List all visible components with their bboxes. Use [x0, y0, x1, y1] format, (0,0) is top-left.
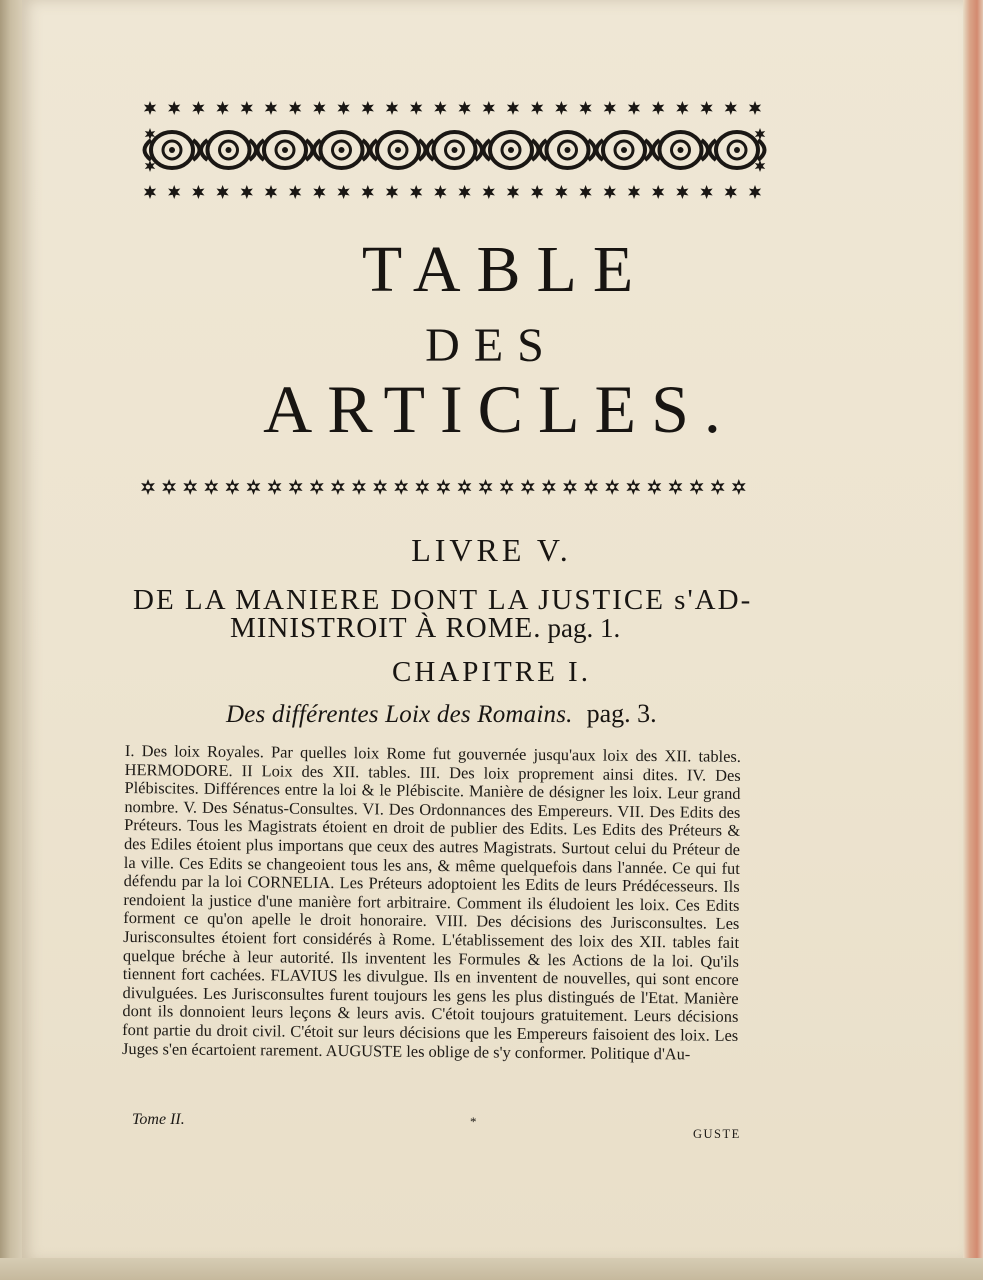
star-ornament	[192, 101, 204, 115]
rosette-center	[715, 485, 720, 490]
star-ornament	[749, 185, 761, 199]
rosette-center	[336, 485, 341, 490]
rosette-center	[737, 485, 742, 490]
ornament-rule	[138, 470, 750, 504]
rosette-center	[188, 485, 193, 490]
star-ornament	[507, 185, 519, 199]
rosette-center	[293, 485, 298, 490]
star-ornament	[555, 101, 567, 115]
rosette-center	[547, 485, 552, 490]
book-subtitle-text: MINISTROIT À ROME.	[230, 612, 542, 644]
star-ornament	[459, 101, 471, 115]
chapter-subtitle	[226, 699, 657, 729]
star-ornament	[144, 101, 156, 115]
star-ornament	[434, 185, 446, 199]
rosette-center	[272, 485, 277, 490]
page-bottom-shadow	[0, 1258, 983, 1280]
medallion-ornament	[371, 132, 426, 168]
rosette-center	[378, 485, 383, 490]
star-ornament	[676, 101, 688, 115]
medallion-ornament	[710, 132, 765, 168]
star-ornament	[289, 185, 301, 199]
star-ornament	[410, 185, 422, 199]
rosette-center	[462, 485, 467, 490]
star-ornament	[755, 160, 765, 172]
star-ornament	[531, 101, 543, 115]
star-ornament	[144, 185, 156, 199]
medallion-ornament	[653, 132, 708, 168]
medallion-ornament	[258, 132, 313, 168]
rosette-center	[631, 485, 636, 490]
star-ornament	[168, 101, 180, 115]
star-ornament	[168, 185, 180, 199]
star-ornament	[725, 101, 737, 115]
star-ornament	[313, 101, 325, 115]
star-ornament	[555, 185, 567, 199]
star-ornament	[507, 101, 519, 115]
star-ornament	[604, 101, 616, 115]
medallion-ornament	[597, 132, 652, 168]
star-ornament	[652, 101, 664, 115]
catchword: GUSTE	[693, 1127, 741, 1141]
ornament-band-top	[140, 98, 770, 202]
rosette-center	[673, 485, 678, 490]
star-ornament	[217, 101, 229, 115]
chapter-title: Des différentes Loix des Romains.	[226, 701, 573, 728]
star-ornament	[338, 185, 350, 199]
star-ornament	[434, 101, 446, 115]
medallion-ornament	[427, 132, 482, 168]
star-ornament	[483, 185, 495, 199]
title-line-2: DES	[425, 319, 558, 372]
medallion-ornament	[540, 132, 595, 168]
chapter-page: pag. 3.	[586, 699, 657, 728]
star-ornament	[725, 185, 737, 199]
star-ornament	[410, 101, 422, 115]
medallion-ornament	[201, 132, 256, 168]
rosette-center	[399, 485, 404, 490]
rosette-center	[315, 485, 320, 490]
rosette-center	[146, 485, 151, 490]
rosette-center	[526, 485, 531, 490]
star-ornament	[701, 101, 713, 115]
star-ornament	[362, 101, 374, 115]
star-ornament	[652, 185, 664, 199]
star-ornament	[192, 185, 204, 199]
star-ornament	[313, 185, 325, 199]
chapter-heading: CHAPITRE I.	[392, 656, 591, 688]
star-ornament	[265, 101, 277, 115]
book-subtitle-page: pag. 1.	[547, 613, 621, 643]
rosette-center	[610, 485, 615, 490]
rosette-center	[251, 485, 256, 490]
star-ornament	[604, 185, 616, 199]
rosette-center	[652, 485, 657, 490]
star-ornament	[362, 185, 374, 199]
title-line-1: TABLE	[361, 233, 650, 306]
book-heading: LIVRE V.	[411, 532, 572, 568]
summary-paragraph: I. Des loix Royales. Par quelles loix Rome fut gouvernée jusqu'aux loix des XII. tables. HERMODORE. II Loix des XII. tables. III. Des loix proprement ainsi dites. IV. Des Plébiscites. Différences entre la loi & le Plébiscite. Manière de désigner les loix. Leur grand nombre. V. Des Sénatus-Consultes. VI. Des Ordonnances des Empereurs. VII. Des Edits des Préteurs. Tous les Magistrats étoient en droit de publier des Edits. Les Edits des Préteurs & des Ediles étoient plus importans que ceux des autres Magistrats. Surtout celui du Préteur de la ville. Ces Edits se changeoient tous les ans, & même quelquefois dans l'année. Ce qui fut défendu par la loi CORNELIA. Les Préteurs adoptoient les Edits de leurs Prédécesseurs. Ils rendoient la justice d'une manière fort arbitraire. Comment ils éludoient les loix. Ces Edits forment ce qu'on apelle le droit honoraire. VIII. Des décisions des Jurisconsultes. Les Jurisconsultes étoient fort considérés à Rome. L'établissement des loix des XII. tables fait quelque bréche à leur autorité. Ils inventent les Formules & les Actions de la loi. Qu'ils tiennent fort cachées. FLAVIUS les divulgue. Ils en inventent de nouvelles, qui sont encore divulguées. Les Jurisconsultes furent toujours les gens les plus distingués de l'Etat. Manière dont ils donnoient leurs leçons & leurs avis. C'étoit toujours gratuitement. Leurs décisions font partie du droit civil. C'étoit sur leurs décisions que les Empereurs faisoient des loix. Les Juges s'en écartoient rarement. AUGUSTE les oblige de s'y conformer. Politique d'Au-	[121, 741, 741, 1063]
signature-mark: *	[470, 1114, 477, 1129]
star-ornament	[580, 101, 592, 115]
star-ornament	[386, 101, 398, 115]
star-ornament	[459, 185, 471, 199]
page-edge-trim	[963, 0, 983, 1280]
rosette-center	[483, 485, 488, 490]
star-ornament	[628, 185, 640, 199]
rosette-center	[209, 485, 214, 490]
book-subtitle-line-1: DE LA MANIERE DONT LA JUSTICE s'AD-	[133, 584, 753, 616]
star-ornament	[265, 185, 277, 199]
star-ornament	[241, 101, 253, 115]
star-ornament	[241, 185, 253, 199]
rosette-center	[420, 485, 425, 490]
medallion-ornament	[145, 132, 200, 168]
medallion-ornament	[484, 132, 539, 168]
title-line-3: ARTICLES.	[263, 371, 736, 447]
star-ornament	[531, 185, 543, 199]
rosette-center	[694, 485, 699, 490]
chapter-summary	[122, 742, 741, 1064]
star-ornament	[483, 101, 495, 115]
rosette-center	[568, 485, 573, 490]
star-ornament	[676, 185, 688, 199]
star-ornament	[580, 185, 592, 199]
star-ornament	[386, 185, 398, 199]
rosette-center	[589, 485, 594, 490]
rosette-center	[504, 485, 509, 490]
star-ornament	[338, 101, 350, 115]
star-ornament	[749, 101, 761, 115]
medallion-ornament	[314, 132, 369, 168]
rosette-center	[167, 485, 172, 490]
star-ornament	[217, 185, 229, 199]
rosette-center	[357, 485, 362, 490]
book-subtitle-line-2	[230, 612, 830, 645]
star-ornament	[701, 185, 713, 199]
rosette-center	[230, 485, 235, 490]
star-ornament	[289, 101, 301, 115]
footer-volume: Tome II.	[132, 1111, 185, 1128]
star-ornament	[628, 101, 640, 115]
star-ornament	[755, 128, 765, 140]
rosette-center	[441, 485, 446, 490]
